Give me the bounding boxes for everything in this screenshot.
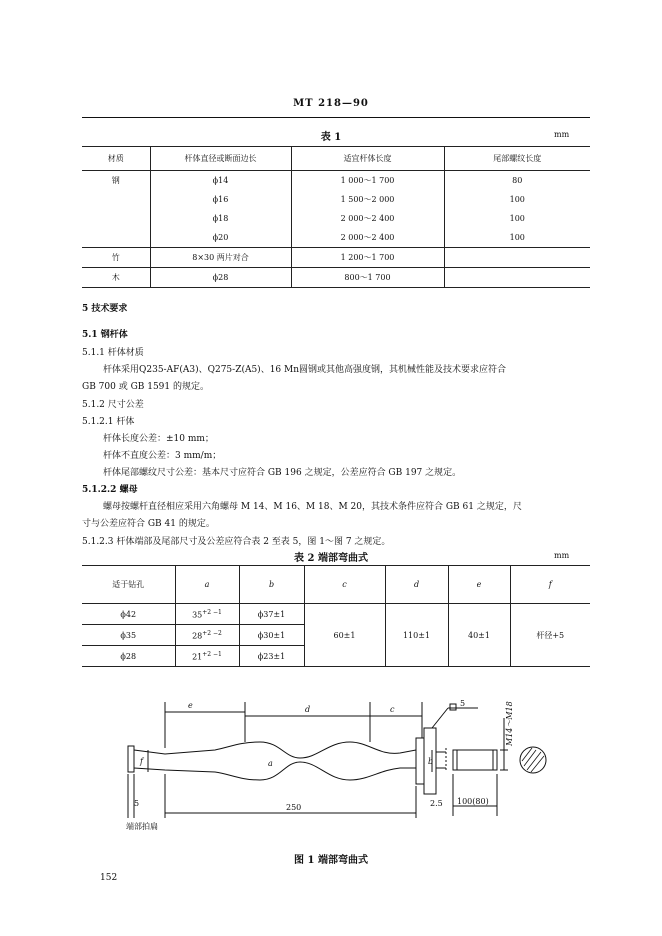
table-header-cell: a: [175, 566, 239, 604]
table-header-row: [82, 147, 590, 171]
table-cell: 800～1 700: [291, 268, 444, 288]
section-5-1-2-heading: 5.1.2 尺寸公差: [82, 400, 144, 410]
table-cell: $21^{+2 -1}$: [175, 646, 239, 667]
table-cell: 40±1: [448, 604, 510, 667]
table-header-cell: 适宜杆体长度: [291, 147, 444, 171]
table-cell: ϕ28: [82, 646, 175, 667]
table-cell: 110±1: [385, 604, 448, 667]
table-header-cell: 适于钻孔: [82, 566, 175, 604]
table-cell: 竹: [82, 248, 150, 268]
table-row: [82, 190, 590, 209]
dim-2-5-label: 2.5: [430, 799, 443, 808]
table-header-cell: b: [239, 566, 304, 604]
table-cell: [82, 228, 150, 248]
table-row: [82, 228, 590, 248]
paragraph: 螺母按螺杆直径相应采用六角螺母 M 14、M 16、M 18、M 20，其技术条件应符合 GB 61 之规定，尺: [103, 502, 522, 512]
section-5-1-2-2-heading: 5.1.2.2 螺母: [82, 485, 138, 495]
table-cell: ϕ37±1: [239, 604, 304, 625]
table-header-cell: 杆体直径或断面边长: [150, 147, 291, 171]
table-cell: ϕ30±1: [239, 625, 304, 646]
table-cell: $28^{+2 -2}$: [175, 625, 239, 646]
table-cell: ϕ23±1: [239, 646, 304, 667]
section-5-1-2-1-heading: 5.1.2.1 杆体: [82, 417, 135, 427]
bar-bottom-edge: [134, 762, 416, 780]
table-cell: 木: [82, 268, 150, 288]
flat-end-label: 端部拍扁: [126, 822, 158, 831]
table-row: [82, 268, 590, 288]
table-cell: 100: [444, 209, 590, 228]
weld-size-label: 5: [460, 699, 466, 708]
figure-1-caption: 图 1 端部弯曲式: [294, 855, 368, 866]
section-5-1-heading: 5.1 钢杆体: [82, 330, 128, 340]
table-header-cell: 材质: [82, 147, 150, 171]
table-cell: ϕ20: [150, 228, 291, 248]
table-row: [82, 209, 590, 228]
table-cell: 1 000～1 700: [291, 171, 444, 191]
bar-top-edge: [134, 742, 416, 758]
table-row: [82, 171, 590, 191]
table-cell: 100: [444, 228, 590, 248]
table-cell: ϕ16: [150, 190, 291, 209]
table-cell: 2 000～2 400: [291, 228, 444, 248]
table-row: [82, 248, 590, 268]
table-cell: 80: [444, 171, 590, 191]
dim-a-label: a: [268, 759, 273, 768]
table-header-cell: 尾部螺纹长度: [444, 147, 590, 171]
table-header-cell: f: [510, 566, 590, 604]
paragraph: 杆体不直度公差：3 mm/m；: [103, 451, 222, 461]
dim-f-label: f: [140, 757, 143, 766]
table-cell: 杆径+5: [510, 604, 590, 667]
dim-d-label: d: [305, 705, 311, 714]
table-cell: [444, 248, 590, 268]
table-cell: ϕ28: [150, 268, 291, 288]
table-cell: [82, 190, 150, 209]
table-cell: 60±1: [304, 604, 385, 667]
dim-5-label: 5: [134, 799, 140, 808]
table1-unit: mm: [554, 130, 570, 139]
table-cell: [82, 209, 150, 228]
thread-spec-label: M14～M18: [505, 701, 514, 746]
page-number: 152: [100, 873, 118, 883]
flat-end-shape: [128, 746, 134, 772]
washer-plate: [416, 738, 424, 784]
paragraph: 杆体采用Q235-AF(A3)、Q275-Z(A5)、16 Mn圆钢或其他高强度钢，其机械性能及技术要求应符合: [103, 365, 507, 375]
table-row: [82, 604, 590, 625]
dim-100-label: 100(80): [457, 797, 489, 806]
table-cell: ϕ35: [82, 625, 175, 646]
table-cell: ϕ42: [82, 604, 175, 625]
table2-unit: mm: [554, 551, 570, 560]
figure-1-drawing: [100, 698, 570, 840]
table-cell: 钢: [111, 176, 120, 185]
table-header-cell: c: [304, 566, 385, 604]
table-header-row: [82, 566, 590, 604]
table1: [82, 146, 590, 288]
paragraph: 杆体尾部螺纹尺寸公差：基本尺寸应符合 GB 196 之规定，公差应符合 GB 197 之规定。: [103, 468, 462, 478]
dim-c-label: c: [390, 705, 395, 714]
table1-caption: 表 1: [320, 132, 342, 143]
table-header-cell: d: [385, 566, 448, 604]
thread-section: [453, 750, 497, 770]
dim-250-label: 250: [286, 803, 302, 812]
table-cell: 1 200～1 700: [291, 248, 444, 268]
paragraph: GB 700 或 GB 1591 的规定。: [82, 382, 209, 392]
table-header-cell: e: [448, 566, 510, 604]
paragraph: 杆体长度公差：±10 mm；: [103, 434, 214, 444]
table-cell: 100: [444, 190, 590, 209]
paragraph: 寸与公差应符合 GB 41 的规定。: [82, 519, 215, 529]
section-5-1-1-heading: 5.1.1 杆体材质: [82, 348, 144, 358]
table-cell: 1 500～2 000: [291, 190, 444, 209]
table-cell: [444, 268, 590, 288]
table2: [82, 565, 590, 667]
standard-code: MT 218—90: [293, 98, 369, 109]
dim-e-label: e: [188, 701, 193, 710]
header-rule: [82, 117, 590, 118]
table-cell: 2 000～2 400: [291, 209, 444, 228]
table-cell: ϕ14: [150, 171, 291, 191]
table-cell: ϕ18: [150, 209, 291, 228]
section-5-heading: 5 技术要求: [82, 304, 128, 314]
table2-caption: 表 2 端部弯曲式: [294, 553, 368, 564]
table-cell: 8×30 两片对合: [150, 248, 291, 268]
table-cell: $35^{+2 -1}$: [175, 604, 239, 625]
dim-b-label: b: [428, 757, 434, 766]
paragraph: 5.1.2.3 杆体端部及尾部尺寸及公差应符合表 2 至表 5，图 1～图 7 之规定。: [82, 537, 391, 547]
